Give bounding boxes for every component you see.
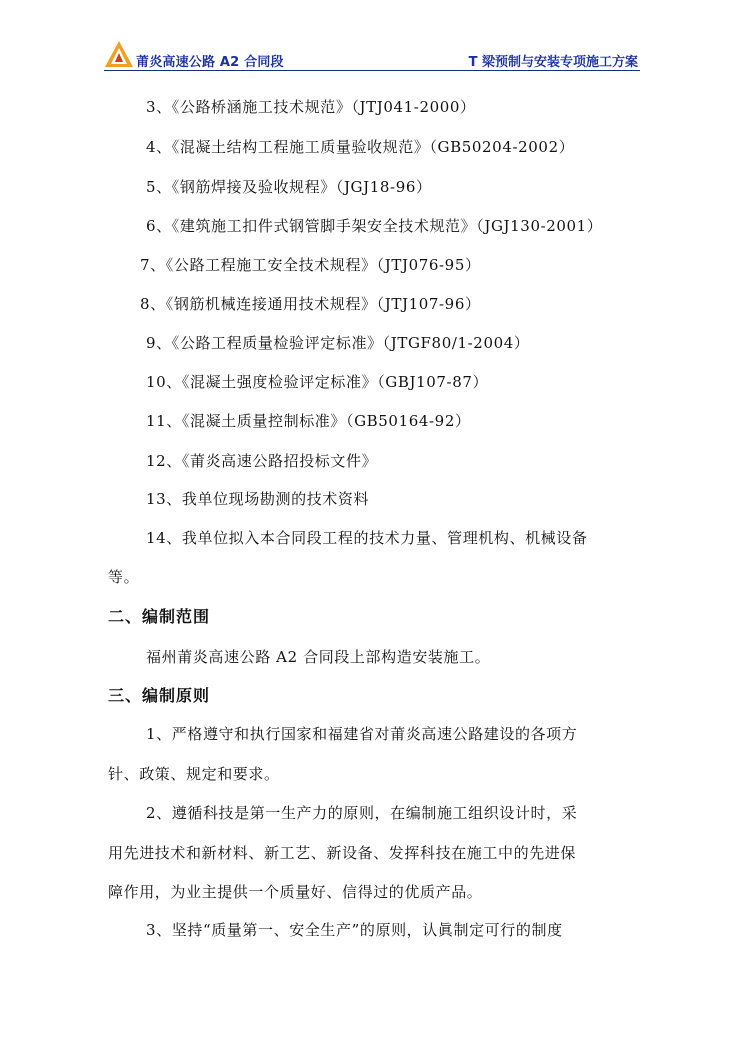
page-header bbox=[104, 40, 640, 71]
principle-2-line1: 2、遵循科技是第一生产力的原则，在编制施工组织设计时，采 bbox=[146, 804, 578, 822]
reference-item-4: 4、《混凝土结构工程施工质量验收规范》（GB50204-2002） bbox=[146, 138, 575, 156]
principle-3-line1: 3、坚持“质量第一、安全生产”的原则，认眞制定可行的制度 bbox=[146, 921, 563, 939]
reference-item-5: 5、《钢筋焊接及验收规程》（JGJ18-96） bbox=[146, 178, 432, 196]
reference-item-6: 6、《建筑施工扣件式钢管脚手架安全技术规范》（JGJ130-2001） bbox=[146, 217, 603, 235]
triangle-logo-icon bbox=[104, 40, 134, 68]
reference-item-7: 7、《公路工程施工安全技术规程》（JTJ076-95） bbox=[140, 256, 481, 274]
scope-text: 福州莆炎高速公路 A2 合同段上部构造安装施工。 bbox=[146, 648, 491, 666]
principle-2-line3: 障作用，为业主提供一个质量好、信得过的优质产品。 bbox=[108, 883, 483, 901]
reference-item-10: 10、《混凝土强度检验评定标准》（GBJ107-87） bbox=[146, 373, 489, 391]
header-document-title: T 梁预制与安装专项施工方案 bbox=[468, 55, 638, 70]
reference-item-11: 11、《混凝土质量控制标准》（GB50164-92） bbox=[146, 412, 471, 430]
reference-item-12: 12、《莆炎高速公路招投标文件》 bbox=[146, 452, 378, 470]
reference-item-14-line2: 等。 bbox=[108, 568, 140, 586]
reference-item-8: 8、《钢筋机械连接通用技术规程》（JTJ107-96） bbox=[140, 295, 481, 313]
reference-item-13: 13、我单位现场勘测的技术资料 bbox=[146, 490, 370, 508]
principle-1-line2: 针、政策、规定和要求。 bbox=[108, 765, 280, 783]
principle-1-line1: 1、严格遵守和执行国家和福建省对莆炎高速公路建设的各项方 bbox=[146, 725, 578, 743]
reference-item-14-line1: 14、我单位拟入本合同段工程的技术力量、管理机构、机械设备 bbox=[146, 529, 588, 547]
section-heading-principles: 三、编制原则 bbox=[108, 686, 211, 705]
section-heading-scope: 二、编制范围 bbox=[108, 607, 211, 626]
principle-2-line2: 用先进技术和新材料、新工艺、新设备、发挥科技在施工中的先进保 bbox=[108, 844, 577, 862]
header-project-title: 莆炎高速公路 A2 合同段 bbox=[136, 55, 284, 70]
reference-item-9: 9、《公路工程质量检验评定标准》（JTGF80/1-2004） bbox=[146, 334, 530, 352]
reference-item-3: 3、《公路桥涵施工技术规范》（JTJ041-2000） bbox=[146, 98, 476, 116]
